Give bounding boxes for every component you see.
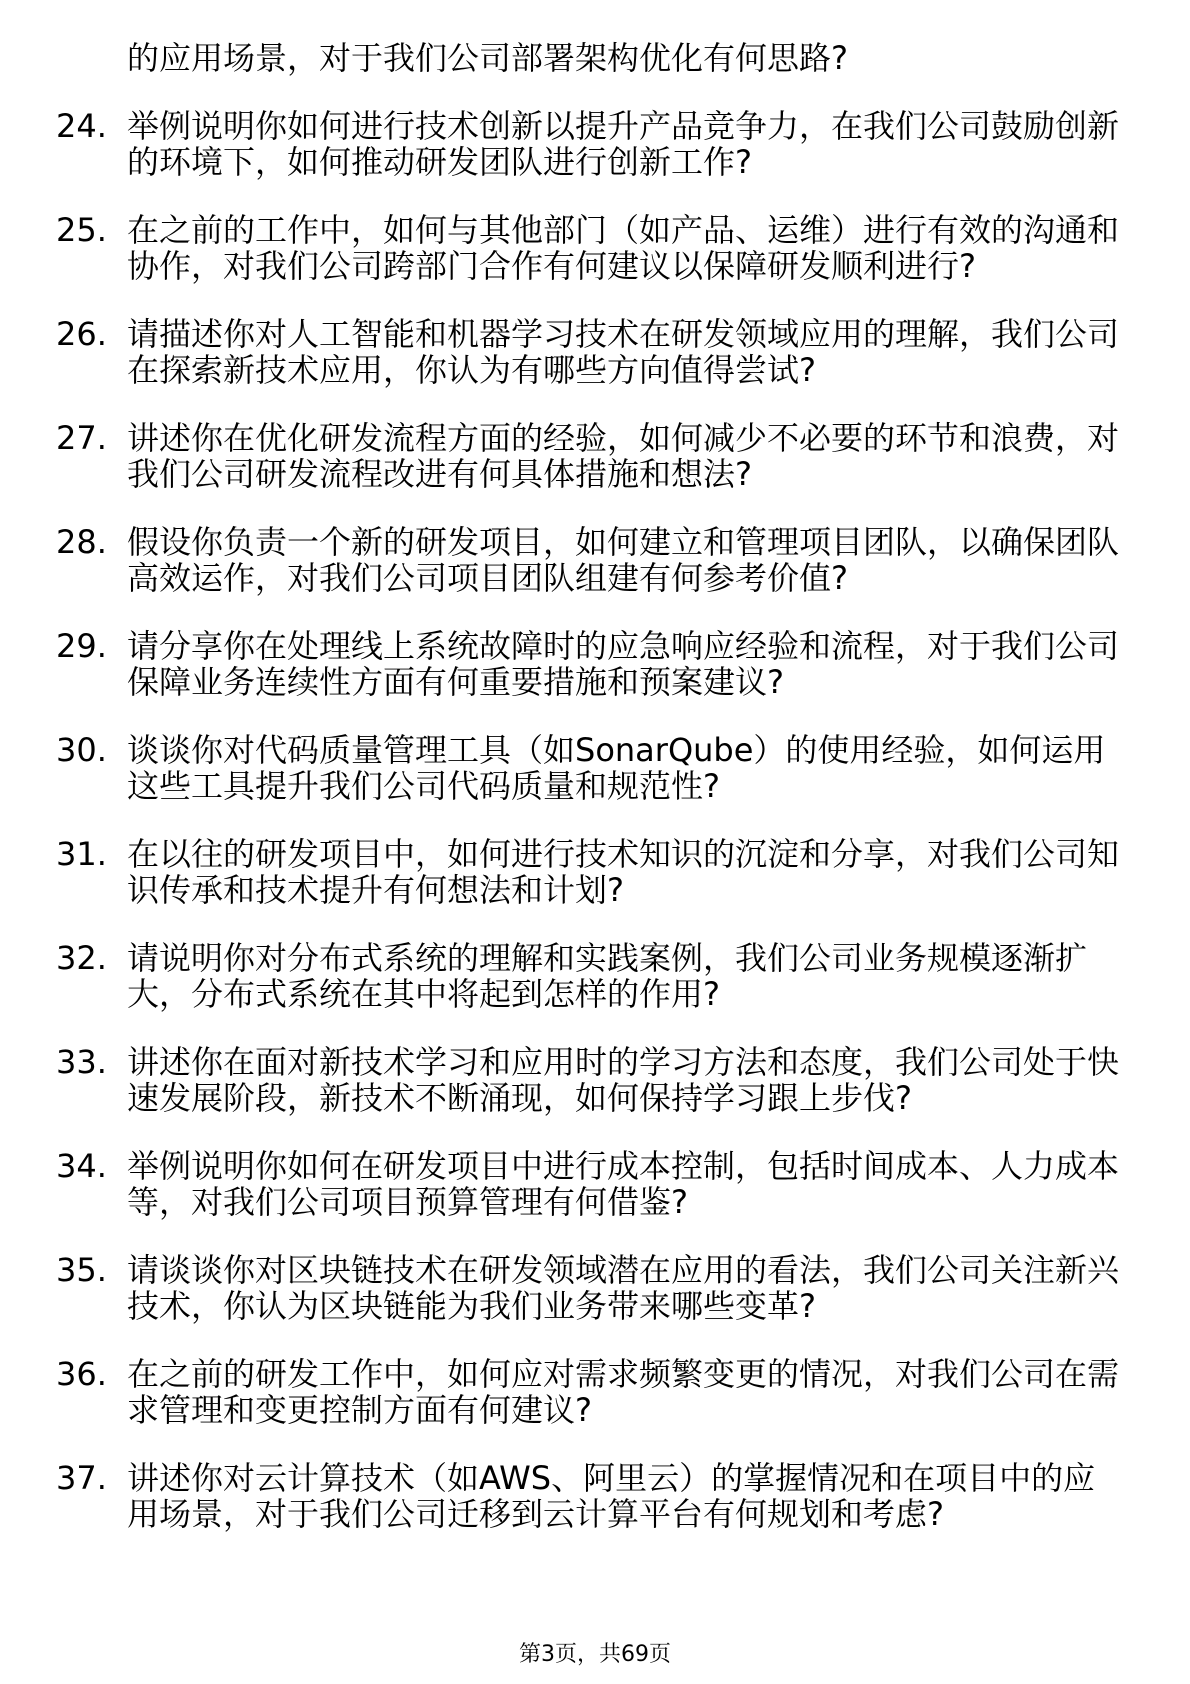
question-text: 谈谈你对代码质量管理工具（如SonarQube）的使用经验，如何运用这些工具提升我们公司代码质量和规范性? — [127, 731, 1106, 805]
question-number: 25. — [56, 211, 107, 249]
question-text: 讲述你在优化研发流程方面的经验，如何减少不必要的环节和浪费，对我们公司研发流程改进有何具体措施和想法? — [127, 419, 1120, 493]
list-item — [56, 836, 1126, 908]
list-item — [56, 212, 1126, 284]
question-text: 请谈谈你对区块链技术在研发领域潜在应用的看法，我们公司关注新兴技术，你认为区块链能为我们业务带来哪些变革? — [127, 1251, 1120, 1325]
question-number: 33. — [56, 1043, 107, 1081]
question-text: 在之前的研发工作中，如何应对需求频繁变更的情况，对我们公司在需求管理和变更控制方面有何建议? — [127, 1355, 1120, 1429]
question-text: 的应用场景，对于我们公司部署架构优化有何思路? — [127, 39, 848, 77]
list-item — [56, 1148, 1126, 1220]
question-text: 请描述你对人工智能和机器学习技术在研发领域应用的理解，我们公司在探索新技术应用，你认为有哪些方向值得尝试? — [127, 315, 1120, 389]
list-item — [56, 1044, 1126, 1116]
page-footer: 第3页，共69页 — [519, 1642, 671, 1667]
list-item — [56, 524, 1126, 596]
question-number: 30. — [56, 731, 107, 769]
question-text: 在之前的工作中，如何与其他部门（如产品、运维）进行有效的沟通和协作，对我们公司跨部门合作有何建议以保障研发顺利进行? — [127, 211, 1120, 285]
list-item — [56, 1460, 1126, 1532]
question-number: 34. — [56, 1147, 107, 1185]
question-text: 请说明你对分布式系统的理解和实践案例，我们公司业务规模逐渐扩大，分布式系统在其中将起到怎样的作用? — [127, 939, 1088, 1013]
list-item — [56, 108, 1126, 180]
question-number: 28. — [56, 523, 107, 561]
question-number: 29. — [56, 627, 107, 665]
question-number: 31. — [56, 835, 107, 873]
list-item — [56, 628, 1126, 700]
question-number: 26. — [56, 315, 107, 353]
question-number: 27. — [56, 419, 107, 457]
question-number: 35. — [56, 1251, 107, 1289]
list-item-continuation — [56, 40, 1126, 76]
question-list — [56, 40, 1126, 1564]
list-item — [56, 732, 1126, 804]
list-item — [56, 420, 1126, 492]
list-item — [56, 316, 1126, 388]
question-text: 在以往的研发项目中，如何进行技术知识的沉淀和分享，对我们公司知识传承和技术提升有何想法和计划? — [127, 835, 1120, 909]
question-text: 举例说明你如何进行技术创新以提升产品竞争力，在我们公司鼓励创新的环境下，如何推动研发团队进行创新工作? — [127, 107, 1120, 181]
question-number: 36. — [56, 1355, 107, 1393]
question-number: 24. — [56, 107, 107, 145]
list-item — [56, 1252, 1126, 1324]
question-number: 37. — [56, 1459, 107, 1497]
question-text: 举例说明你如何在研发项目中进行成本控制，包括时间成本、人力成本等，对我们公司项目预算管理有何借鉴? — [127, 1147, 1120, 1221]
list-item — [56, 940, 1126, 1012]
question-text: 假设你负责一个新的研发项目，如何建立和管理项目团队，以确保团队高效运作，对我们公司项目团队组建有何参考价值? — [127, 523, 1120, 597]
list-item — [56, 1356, 1126, 1428]
question-text: 讲述你在面对新技术学习和应用时的学习方法和态度，我们公司处于快速发展阶段，新技术不断涌现，如何保持学习跟上步伐? — [127, 1043, 1120, 1117]
question-text: 讲述你对云计算技术（如AWS、阿里云）的掌握情况和在项目中的应用场景，对于我们公司迁移到云计算平台有何规划和考虑? — [127, 1459, 1096, 1533]
question-number: 32. — [56, 939, 107, 977]
question-text: 请分享你在处理线上系统故障时的应急响应经验和流程，对于我们公司保障业务连续性方面有何重要措施和预案建议? — [127, 627, 1120, 701]
